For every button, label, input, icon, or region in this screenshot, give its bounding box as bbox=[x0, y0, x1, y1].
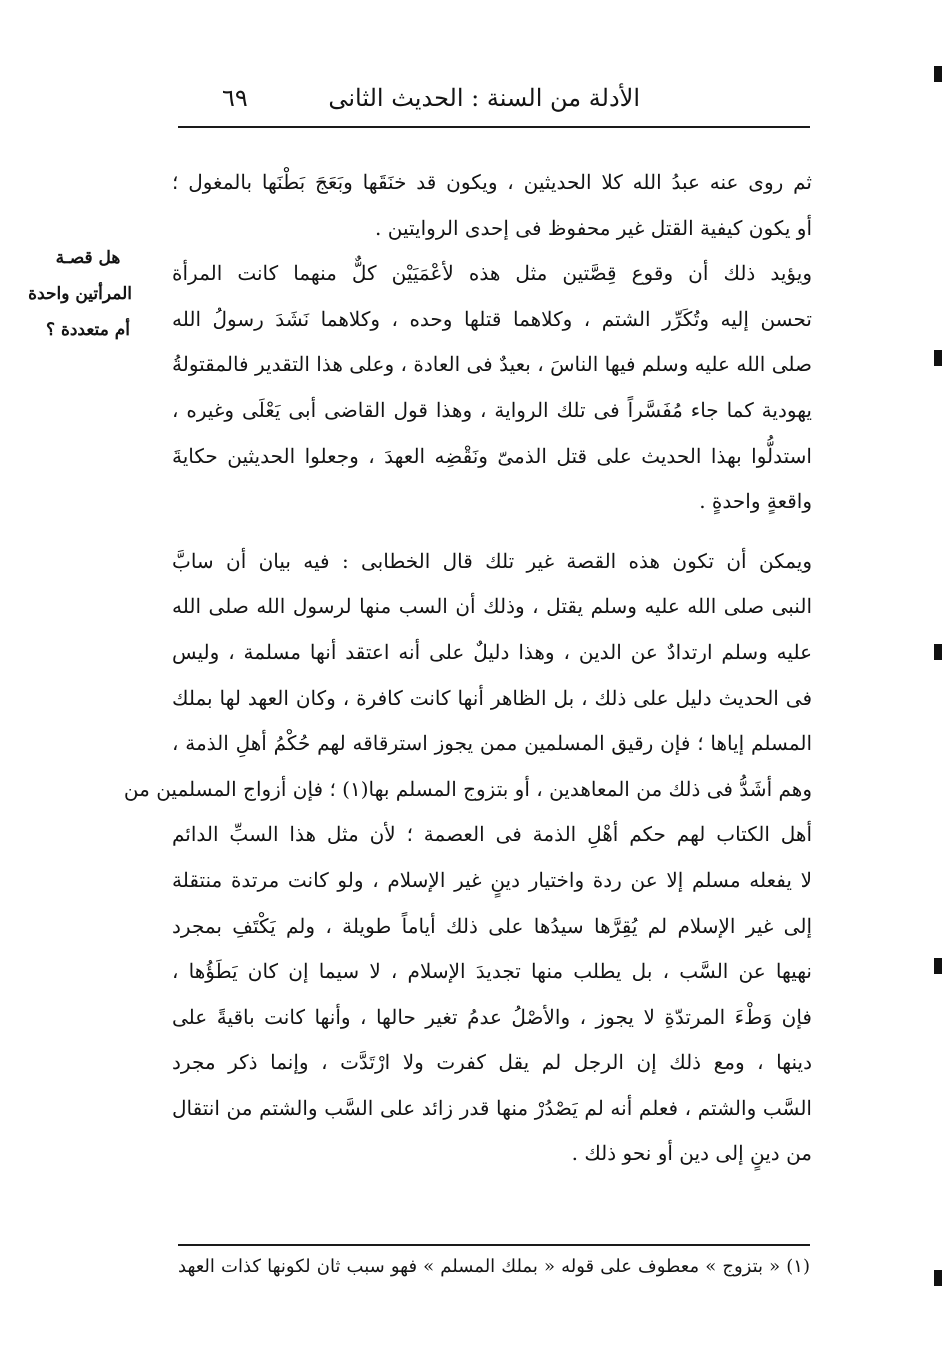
text-line: واقعةٍ واحدةٍ . bbox=[699, 489, 812, 514]
edge-mark bbox=[934, 1270, 942, 1286]
margin-note-line: المرأتين واحدة bbox=[28, 284, 132, 304]
footnote-rule bbox=[178, 1244, 810, 1246]
text-line: النبى صلى الله عليه وسلم يقتل ، وذلك أن السب منها لرسول الله صلى الله bbox=[172, 594, 812, 619]
text-line: يهودية كما جاء مُفَسَّراً فى تلك الرواية ، وهذا قول القاضى أبى يَعْلَى وغيره ، bbox=[172, 397, 812, 422]
edge-mark bbox=[934, 350, 942, 366]
running-title: الأدلة من السنة : الحديث الثانى bbox=[328, 84, 640, 112]
header-rule bbox=[178, 126, 810, 128]
text-line: ويمكن أن تكون هذه القصة غير تلك قال الخطابى : فيه بيان أن سابَّ bbox=[172, 548, 812, 573]
text-line: استدلُّوا بهذا الحديث على قتل الذمىّ ونَقْضِه العهدَ ، وجعلوا الحديثين حكايةَ bbox=[172, 443, 812, 468]
text-line: فإن وَطْءَ المرتدّةِ لا يجوز ، والأصْلُ عدمُ تغير حالها ، وأنها كانت باقيةً على bbox=[172, 1004, 812, 1029]
text-line: أو يكون كيفية القتل غير محفوظ فى إحدى الروايتين . bbox=[375, 215, 812, 240]
text-line: إلى غير الإسلام لم يُقِرَّها سيدُها على ذلك أياماً طويلة ، ولم يَكْتَفِ بمجرد bbox=[172, 913, 812, 938]
text-line: من دينٍ إلى دين أو نحو ذلك . bbox=[571, 1141, 812, 1166]
text-line: أهل الكتاب لهم حكم أهْلِ الذمة فى العصمة ؛ لأن مثل هذا السبِّ الدائم bbox=[172, 822, 812, 847]
text-line: عليه وسلم ارتدادٌ عن الدين ، وهذا دليلٌ على أنه اعتقد أنها مسلمة ، وليس bbox=[172, 639, 812, 664]
edge-mark bbox=[934, 66, 942, 82]
text-line: تحسن إليه وتُكَرِّر الشتم ، وكلاهما قتلها وحده ، وكلاهما نَشَدَ رسولُ الله bbox=[172, 306, 812, 331]
text-line: ويؤيد ذلك أن وقوع قِصَّتين مثل هذه لأعْمَيَيْن كلٌّ منهما كانت المرأة bbox=[172, 261, 812, 286]
edge-mark bbox=[934, 958, 942, 974]
text-line: المسلم إياها ؛ فإن رقيق المسلمين ممن يجوز استرقاقه لهم حُكْمُ أهلِ الذمة ، bbox=[172, 731, 812, 756]
margin-note-line: أم متعددة ؟ bbox=[46, 320, 130, 340]
running-header bbox=[178, 78, 810, 118]
text-line: نهيها عن السَّب ، بل يطلب منها تجديدَ الإسلام ، لا سيما إن كان يَطَؤُها ، bbox=[172, 959, 812, 984]
page-number: ٦٩ bbox=[222, 84, 248, 112]
margin-note bbox=[28, 240, 132, 348]
text-line: صلى الله عليه وسلم فيها الناسَ ، بعيدٌ فى العادة ، وعلى هذا التقدير فالمقتولةُ bbox=[172, 352, 812, 377]
edge-mark bbox=[934, 644, 942, 660]
margin-note-line: هل قصـة bbox=[55, 248, 121, 268]
text-line: ثم روى عنه عبدُ الله كلا الحديثين ، ويكون قد خنَقَها وبَعَجَ بَطْنَها بالمغول ؛ bbox=[172, 170, 812, 194]
body-text bbox=[123, 160, 812, 1177]
text-line: السَّب والشتم ، فعلم أنه لم يَصْدُرْ منها قدر زائد على السَّب والشتم من انتقال bbox=[172, 1095, 812, 1120]
text-line: وهم أشَدُّ فى ذلك من المعاهدين ، أو بتزوج المسلم بها(١) ؛ فإن أزواج المسلمين من bbox=[123, 776, 812, 801]
text-line: دينها ، ومع ذلك إن الرجل لم يقل كفرت ولا ارْتَدَّت ، وإنما ذكر مجرد bbox=[172, 1050, 812, 1075]
footnote: (١) « بتزوج » معطوف على قوله « بملك المسلم » فهو سبب ثان لكونها كذات العهد bbox=[178, 1256, 810, 1277]
text-line: لا يفعله مسلم إلا عن ردة واختيار دينٍ غير الإسلام ، ولو كانت مرتدة منتقلة bbox=[172, 867, 812, 892]
text-line: فى الحديث دليل على ذلك ، بل الظاهر أنها كانت كافرة ، وكان العهد لها بملك bbox=[172, 685, 812, 710]
